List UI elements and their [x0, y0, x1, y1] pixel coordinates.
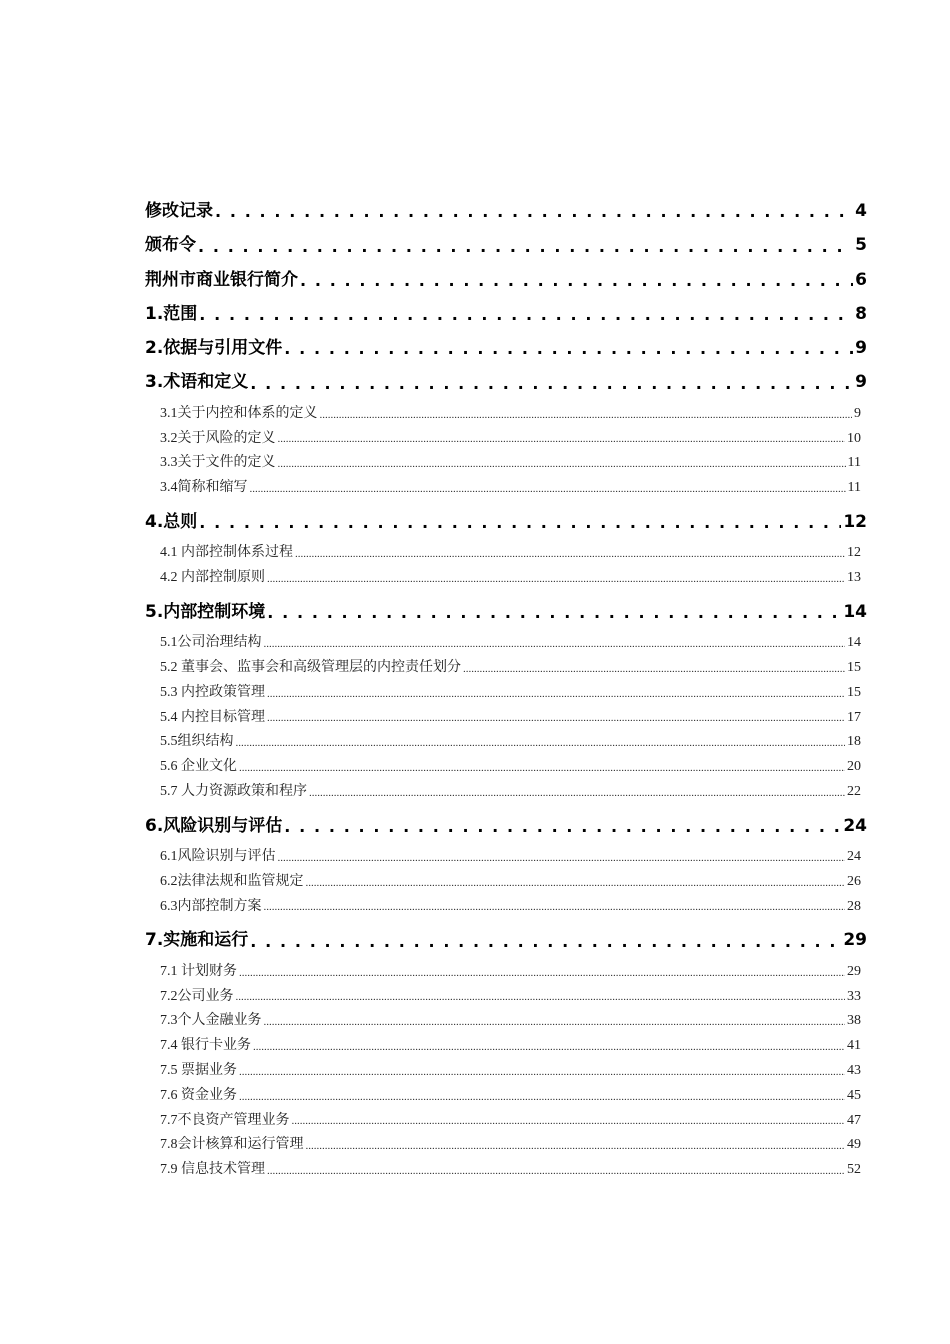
dot-leader [264, 1009, 846, 1034]
toc-subentry[interactable] [145, 780, 867, 805]
toc-entry[interactable] [145, 925, 867, 959]
toc-subentry[interactable] [145, 427, 867, 452]
toc-subentry[interactable] [145, 631, 867, 656]
dot-leader [250, 367, 853, 401]
toc-page-number: 12 [847, 545, 861, 561]
toc-page-number: 15 [847, 684, 861, 700]
toc-entry-title: 3.4简称和缩写 [160, 480, 248, 496]
toc-subentry[interactable] [145, 476, 867, 501]
dot-leader [278, 427, 846, 452]
toc-subentry[interactable] [145, 1034, 867, 1059]
toc-page-number: 45 [847, 1087, 861, 1103]
toc-entry-title: 3.术语和定义 [145, 372, 249, 393]
toc-page-number: 9 [855, 338, 867, 359]
dot-leader [278, 451, 846, 476]
toc-subentry[interactable] [145, 870, 867, 895]
toc-entry-title: 修改记录 [145, 201, 213, 221]
toc-subentry[interactable] [145, 1059, 867, 1084]
toc-entry-title: 7.4 银行卡业务 [160, 1038, 251, 1054]
toc-page-number: 26 [847, 873, 861, 889]
toc-subentry[interactable] [145, 402, 867, 427]
dot-leader [306, 1133, 846, 1158]
toc-page-number: 20 [847, 759, 861, 775]
toc-entry-title: 6.1风险识别与评估 [160, 849, 276, 865]
dot-leader [267, 681, 845, 706]
toc-entry-title: 3.2关于风险的定义 [160, 430, 276, 446]
toc-entry-title: 7.9 信息技术管理 [160, 1162, 265, 1178]
toc-entry-title: 颁布令 [145, 235, 196, 256]
dot-leader [198, 230, 853, 264]
dot-leader [253, 1034, 845, 1059]
toc-entry-title: 7.6 资金业务 [160, 1087, 237, 1103]
toc-entry-title: 2.依据与引用文件 [145, 338, 283, 359]
table-of-contents [145, 196, 867, 1183]
dot-leader [463, 656, 845, 681]
toc-entry-title: 5.5组织结构 [160, 734, 234, 750]
toc-entry-title: 7.1 计划财务 [160, 963, 237, 979]
toc-entry[interactable] [145, 333, 867, 367]
toc-page-number: 33 [847, 988, 861, 1004]
toc-entry-title: 7.7不良资产管理业务 [160, 1112, 290, 1128]
dot-leader [236, 985, 846, 1010]
toc-page-number: 9 [854, 405, 861, 421]
toc-entry-title: 7.2公司业务 [160, 988, 234, 1004]
toc-subentry[interactable] [145, 845, 867, 870]
toc-subentry[interactable] [145, 1158, 867, 1183]
toc-entry-title: 6.2法律法规和监管规定 [160, 873, 304, 889]
toc-page-number: 17 [847, 709, 861, 725]
toc-page-number: 10 [847, 430, 861, 446]
dot-leader [295, 541, 845, 566]
toc-entry[interactable] [145, 507, 867, 541]
toc-page-number: 14 [847, 635, 861, 651]
toc-entry-title: 4.2 内部控制原则 [160, 570, 265, 586]
toc-entry-title: 1.范围 [145, 303, 198, 324]
dot-leader [300, 265, 853, 299]
toc-entry[interactable] [145, 811, 867, 845]
toc-entry-title: 5.7 人力资源政策和程序 [160, 783, 307, 799]
toc-page-number: 14 [843, 601, 867, 622]
dot-leader [292, 1109, 846, 1134]
toc-entry-title: 5.1公司治理结构 [160, 635, 262, 651]
toc-subentry[interactable] [145, 681, 867, 706]
toc-subentry[interactable] [145, 755, 867, 780]
toc-entry-title: 荆州市商业银行简介 [145, 269, 298, 290]
toc-page-number: 24 [847, 849, 861, 865]
dot-leader [199, 299, 853, 333]
toc-page-number: 12 [843, 511, 867, 532]
dot-leader [239, 1059, 845, 1084]
toc-entry-title: 7.实施和运行 [145, 930, 249, 951]
toc-entry[interactable] [145, 265, 867, 299]
toc-page-number: 8 [855, 303, 867, 324]
toc-page-number: 24 [843, 815, 867, 836]
toc-page-number: 11 [847, 455, 861, 471]
toc-subentry[interactable] [145, 541, 867, 566]
dot-leader [239, 755, 845, 780]
toc-page-number: 15 [847, 659, 861, 675]
dot-leader [264, 895, 846, 920]
toc-entry-title: 4.1 内部控制体系过程 [160, 545, 293, 561]
toc-entry-title: 7.3个人金融业务 [160, 1013, 262, 1029]
toc-page-number: 4 [855, 201, 867, 221]
toc-page-number: 41 [847, 1038, 861, 1054]
toc-entry-title: 4.总则 [145, 511, 198, 532]
toc-page-number: 13 [847, 570, 861, 586]
toc-entry-title: 6.3内部控制方案 [160, 898, 262, 914]
toc-page-number: 29 [847, 963, 861, 979]
dot-leader [250, 925, 841, 959]
toc-entry-title: 7.5 票据业务 [160, 1062, 237, 1078]
toc-subentry[interactable] [145, 1133, 867, 1158]
toc-entry-title: 5.内部控制环境 [145, 601, 266, 622]
dot-leader [239, 960, 845, 985]
dot-leader [199, 507, 841, 541]
toc-entry[interactable] [145, 230, 867, 264]
dot-leader [278, 845, 846, 870]
toc-subentry[interactable] [145, 656, 867, 681]
toc-subentry[interactable] [145, 451, 867, 476]
toc-entry[interactable] [145, 299, 867, 333]
toc-subentry[interactable] [145, 895, 867, 920]
toc-subentry[interactable] [145, 1009, 867, 1034]
toc-entry[interactable] [145, 597, 867, 631]
toc-subentry[interactable] [145, 985, 867, 1010]
toc-entry-title: 5.3 内控政策管理 [160, 684, 265, 700]
toc-entry-title: 5.2 董事会、监事会和高级管理层的内控责任划分 [160, 659, 461, 675]
dot-leader [320, 402, 853, 427]
toc-entry-title: 5.4 内控目标管理 [160, 709, 265, 725]
dot-leader [215, 196, 853, 230]
toc-page-number: 28 [847, 898, 861, 914]
toc-entry-title: 3.3关于文件的定义 [160, 455, 276, 471]
dot-leader [239, 1084, 845, 1109]
dot-leader [284, 811, 841, 845]
dot-leader [250, 476, 846, 501]
dot-leader [284, 333, 853, 367]
toc-page-number: 11 [847, 480, 861, 496]
toc-subentry[interactable] [145, 730, 867, 755]
toc-entry-title: 5.6 企业文化 [160, 759, 237, 775]
dot-leader [267, 706, 845, 731]
toc-entry[interactable] [145, 196, 867, 230]
toc-subentry[interactable] [145, 960, 867, 985]
toc-page-number: 52 [847, 1162, 861, 1178]
toc-page-number: 49 [847, 1137, 861, 1153]
toc-page-number: 47 [847, 1112, 861, 1128]
toc-page-number: 43 [847, 1062, 861, 1078]
toc-entry-title: 6.风险识别与评估 [145, 815, 283, 836]
dot-leader [236, 730, 846, 755]
toc-entry-title: 7.8会计核算和运行管理 [160, 1137, 304, 1153]
dot-leader [264, 631, 846, 656]
toc-entry-title: 3.1关于内控和体系的定义 [160, 405, 318, 421]
toc-entry[interactable] [145, 367, 867, 401]
dot-leader [306, 870, 846, 895]
toc-subentry[interactable] [145, 1109, 867, 1134]
dot-leader [309, 780, 845, 805]
toc-page-number: 5 [855, 235, 867, 256]
dot-leader [267, 597, 841, 631]
toc-subentry[interactable] [145, 1084, 867, 1109]
toc-page-number: 38 [847, 1013, 861, 1029]
dot-leader [267, 1158, 845, 1183]
toc-subentry[interactable] [145, 706, 867, 731]
toc-page-number: 9 [855, 372, 867, 393]
toc-page-number: 18 [847, 734, 861, 750]
toc-page-number: 22 [847, 783, 861, 799]
dot-leader [267, 566, 845, 591]
toc-page-number: 6 [855, 269, 867, 290]
toc-page-number: 29 [843, 930, 867, 951]
toc-subentry[interactable] [145, 566, 867, 591]
